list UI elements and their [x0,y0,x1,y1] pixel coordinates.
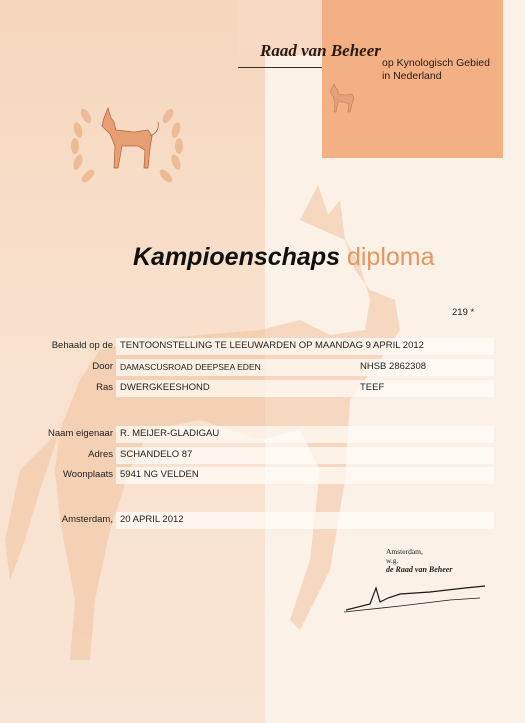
handwritten-signature-icon [340,576,490,616]
row-eigenaar [0,426,525,443]
title-part-2: diploma [346,243,435,271]
dog-logo-icon [324,82,360,116]
document-number: 219 * [452,307,475,318]
value-behaald: TENTOONSTELLING TE LEEUWARDEN OP MAANDAG 9 APRIL 2012 [120,340,424,351]
subtitle-line-2: in Nederland [382,70,442,82]
value-ras: DWERGKEESHOND [120,382,210,393]
header-rule [238,67,322,68]
label-adres: Adres [88,449,113,460]
organization-name: Raad van Beheer [260,41,381,60]
label-plaats: Amsterdam, [61,514,113,525]
value-ras-sex: TEEF [360,382,385,393]
value-eigenaar: R. MEIJER-GLADIGAU [120,428,220,439]
value-plaats: 20 APRIL 2012 [120,514,184,525]
value-door-registration: NHSB 2862308 [360,361,427,372]
row-adres [0,447,525,464]
value-door: DAMASCUSROAD DEEPSEA EDEN [120,362,261,372]
row-plaats [0,512,525,529]
label-ras: Ras [96,382,113,393]
main-title [133,243,435,272]
label-door: Door [92,361,113,372]
laurel-emblem-icon [64,96,190,192]
row-door [0,359,525,376]
row-behaald [0,338,525,355]
label-behaald: Behaald op de [51,340,113,351]
row-ras [0,380,525,397]
row-woonplaats [0,467,525,484]
value-woonplaats: 5941 NG VELDEN [120,469,199,480]
organization-subtitle [382,57,490,83]
title-part-1: Kampioenschaps [133,243,341,271]
label-eigenaar: Naam eigenaar [48,428,113,439]
signature-line-2: w.g. [386,556,399,565]
signature-block [386,547,452,574]
signature-line-1: Amsterdam, [386,547,423,556]
signature-line-3: de Raad van Beheer [386,565,453,574]
value-adres: SCHANDELO 87 [120,449,193,460]
subtitle-line-1: op Kynologisch Gebied [382,57,490,69]
label-woonplaats: Woonplaats [63,469,113,480]
